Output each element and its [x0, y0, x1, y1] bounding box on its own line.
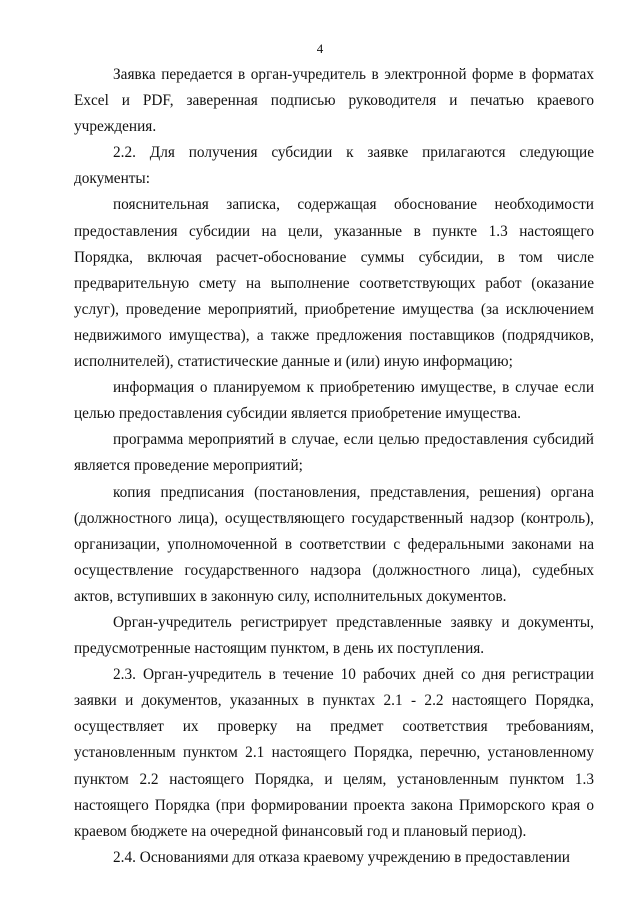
paragraph-application-format: Заявка передается в орган-учредитель в электронной форме в форматах Excel и PDF, заверенная подписью руководителя и печатью краевого учреждения. — [74, 66, 594, 136]
page-number: 4 — [316, 41, 324, 56]
paragraph-2-4-refusal: 2.4. Основаниями для отказа краевому учреждению в предоставлении — [113, 848, 570, 866]
paragraph-order-copy: копия предписания (постановления, представления, решения) органа (должностного лица), осуществляющего государственный надзор (контроль), организации, уполномоченной в соответствии с федеральными законами на осуществление государственного надзора (должностного лица), судебных актов, вступивших в законную силу, исполнительных документов. — [74, 483, 594, 605]
paragraph-events-program: программа мероприятий в случае, если целью предоставления субсидий является проведение мероприятий; — [74, 431, 594, 475]
paragraph-registration: Орган-учредитель регистрирует представленные заявку и документы, предусмотренные настоящим пунктом, в день их поступления. — [74, 613, 594, 658]
paragraph-2-2-heading: 2.2. Для получения субсидии к заявке прилагаются следующие документы: — [74, 144, 594, 188]
paragraph-property-info: информация о планируемом к приобретению имуществе, в случае если целью предоставления субсидии является приобретение имущества. — [74, 379, 594, 423]
paragraph-explanatory-note: пояснительная записка, содержащая обоснование необходимости предоставления субсидии на цели, указанные в пункте 1.3 настоящего Порядка, включая расчет-обоснование суммы субсидии, в том числе предварительную смету на выполнение соответствующих работ (оказание услуг), проведение мероприятий, приобретение имущества (за исключением недвижимого имущества), а также предложения поставщиков (подрядчиков, исполнителей), статистические данные и (или) иную информацию; — [74, 196, 594, 371]
paragraph-2-3-review: 2.3. Орган-учредитель в течение 10 рабочих дней со дня регистрации заявки и документов, указанных в пунктах 2.1 - 2.2 настоящего Порядка, осуществляет их проверку на предмет соответствия требованиям, установленным пунктом 2.1 настоящего Порядка, перечню, установленному пунктом 2.2 настоящего Порядка, и целям, установленным пунктом 1.3 настоящего Порядка (при формировании проекта закона Приморского края о краевом бюджете на очередной финансовый год и плановый период). — [74, 666, 594, 840]
document-body — [74, 62, 594, 871]
